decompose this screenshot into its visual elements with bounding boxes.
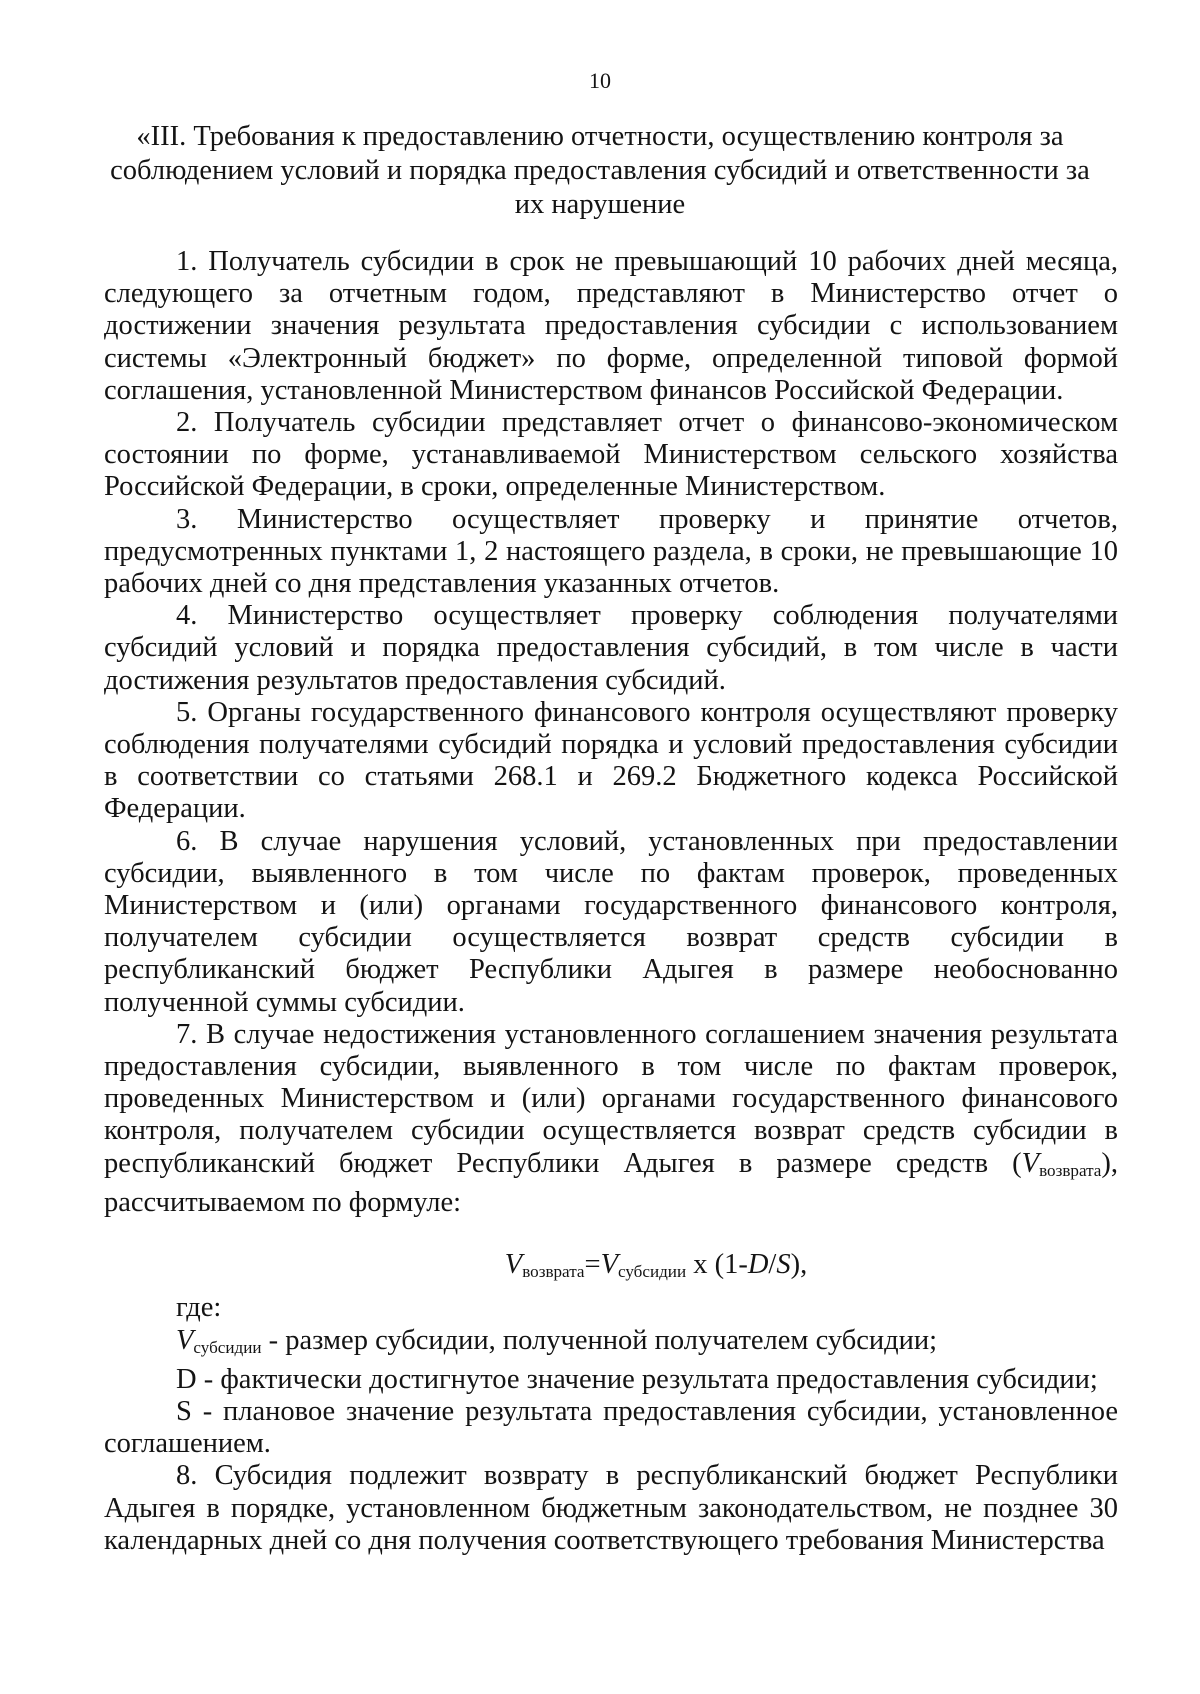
- formula-rhs-var: V: [600, 1249, 618, 1281]
- paragraph-5: 5. Органы государственного финансового контроля осуществляют проверку соблюдения получателями субсидий порядка и условий предоставления субсидии в соответствии со статьями 268.1 и 269.2 Бюджетного кодекса Российской Федерации.: [104, 696, 1118, 825]
- paragraph-2: 2. Получатель субсидии представляет отчет о финансово-экономическом состоянии по форме, устанавливаемой Министерством сельского хозяйства Российской Федерации, в сроки, определенные Министерством.: [104, 407, 1118, 503]
- where-label: где:: [176, 1292, 222, 1324]
- formula-s: S: [776, 1249, 791, 1281]
- paragraph-7-tail: ), рассчитываемом по формуле:: [104, 1147, 1118, 1218]
- v-return-var: V: [1021, 1147, 1040, 1179]
- definition-d: D - фактически достигнутое значение результата предоставления субсидии;: [176, 1363, 1098, 1395]
- formula: [104, 1249, 1118, 1288]
- formula-lhs-var: V: [504, 1249, 523, 1281]
- formula-times: x (1-: [686, 1249, 748, 1281]
- document-body: [104, 246, 1118, 1557]
- definition-v-text: - размер субсидии, полученной получателем субсидии;: [261, 1324, 938, 1356]
- definition-s: S - плановое значение результата предоставления субсидии, установленное соглашением.: [104, 1395, 1118, 1460]
- definition-v: [104, 1325, 1118, 1364]
- formula-lhs-subscript: возврата: [522, 1262, 585, 1282]
- formula-close: ),: [790, 1249, 808, 1281]
- paragraph-8: 8. Субсидия подлежит возврату в республиканский бюджет Республики Адыгея в порядке, установленном бюджетным законодательством, не позднее 30 календарных дней со дня получения соответствующего требования Министерства: [104, 1460, 1118, 1556]
- section-title: «III. Требования к предоставлению отчетности, осуществлению контроля за соблюдением условий и порядка предоставления субсидий и ответственности за их нарушение: [110, 121, 1090, 220]
- paragraph-7: [104, 1019, 1118, 1219]
- paragraph-1: 1. Получатель субсидии в срок не превышающий 10 рабочих дней месяца, следующего за отчетным годом, представляют в Министерство отчет о достижении значения результата предоставления субсидии с использованием системы «Электронный бюджет» по форме, определенной типовой формой соглашения, установленной Министерством финансов Российской Федерации.: [104, 246, 1118, 406]
- definition-v-var: V: [176, 1324, 194, 1356]
- v-return-subscript: возврата: [1039, 1160, 1102, 1180]
- formula-slash: /: [768, 1249, 777, 1281]
- page-number: 10: [589, 68, 611, 93]
- paragraph-4: 4. Министерство осуществляет проверку соблюдения получателями субсидий условий и порядка предоставления субсидий, в том числе в части достижения результатов предоставления субсидий.: [104, 600, 1118, 696]
- formula-equals: =: [584, 1249, 601, 1281]
- paragraph-3: 3. Министерство осуществляет проверку и принятие отчетов, предусмотренных пунктами 1, 2 настоящего раздела, в сроки, не превышающие 10 рабочих дней со дня представления указанных отчетов.: [104, 503, 1118, 600]
- formula-d: D: [747, 1249, 769, 1281]
- paragraph-7-text: 7. В случае недостижения установленного соглашением значения результата предоставления субсидии, выявленного в том числе по фактам проверок, проведенных Министерством и (или) органами государственного финансового контроля, получателем субсидии осуществляется возврат средств субсидии в республиканский бюджет Республики Адыгея в размере средств (: [104, 1018, 1118, 1179]
- definition-v-subscript: субсидии: [193, 1337, 262, 1357]
- formula-rhs-subscript: субсидии: [617, 1262, 687, 1282]
- paragraph-6: 6. В случае нарушения условий, установленных при предоставлении субсидии, выявленного в том числе по фактам проверок, проведенных Министерством и (или) органами государственного финансового контроля, получателем субсидии осуществляется возврат средств субсидии в республиканский бюджет Республики Адыгея в размере необоснованно полученной суммы субсидии.: [104, 825, 1118, 1018]
